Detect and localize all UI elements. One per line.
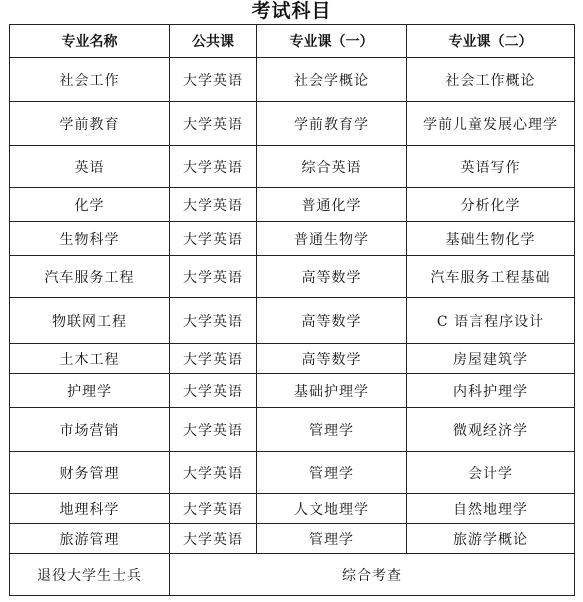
major-course-1-cell: 社会学概论	[257, 58, 407, 102]
header-public-course: 公共课	[170, 25, 257, 58]
major-cell: 英语	[10, 146, 170, 188]
public-course-cell: 大学英语	[170, 524, 257, 554]
table-row	[10, 256, 575, 298]
major-course-1-cell: 普通化学	[257, 188, 407, 222]
page-title: 考试科目	[251, 0, 332, 22]
major-course-2-cell: 内科护理学	[407, 374, 575, 408]
major-course-2-cell: 分析化学	[407, 188, 575, 222]
major-course-2-cell: 基础生物化学	[407, 222, 575, 256]
header-major: 专业名称	[10, 25, 170, 58]
major-cell: 社会工作	[10, 58, 170, 102]
major-course-1-cell: 学前教育学	[257, 102, 407, 146]
major-course-1-cell: 管理学	[257, 524, 407, 554]
major-course-2-cell: 微观经济学	[407, 408, 575, 452]
table-row	[10, 188, 575, 222]
table-row	[10, 102, 575, 146]
major-course-1-cell: 基础护理学	[257, 374, 407, 408]
public-course-cell: 大学英语	[170, 58, 257, 102]
public-course-cell: 大学英语	[170, 408, 257, 452]
table-row	[10, 58, 575, 102]
public-course-cell: 大学英语	[170, 374, 257, 408]
public-course-cell: 大学英语	[170, 188, 257, 222]
major-course-1-cell: 人文地理学	[257, 494, 407, 524]
table-row	[10, 222, 575, 256]
major-course-1-cell: 高等数学	[257, 256, 407, 298]
major-course-2-cell: 会计学	[407, 452, 575, 494]
major-cell: 土木工程	[10, 344, 170, 374]
public-course-cell: 大学英语	[170, 256, 257, 298]
table-row	[10, 344, 575, 374]
major-cell: 生物科学	[10, 222, 170, 256]
public-course-cell: 大学英语	[170, 146, 257, 188]
public-course-cell: 大学英语	[170, 102, 257, 146]
major-cell: 地理科学	[10, 494, 170, 524]
major-course-2-cell: 汽车服务工程基础	[407, 256, 575, 298]
public-course-cell: 大学英语	[170, 344, 257, 374]
major-course-2-cell: 房屋建筑学	[407, 344, 575, 374]
major-course-2-cell: 旅游学概论	[407, 524, 575, 554]
major-cell: 物联网工程	[10, 298, 170, 344]
major-cell: 旅游管理	[10, 524, 170, 554]
exam-subjects-table	[9, 24, 575, 596]
table-row	[10, 298, 575, 344]
table-row	[10, 146, 575, 188]
public-course-cell: 大学英语	[170, 222, 257, 256]
major-cell: 市场营销	[10, 408, 170, 452]
table-row	[10, 524, 575, 554]
major-course-2-cell: 自然地理学	[407, 494, 575, 524]
major-cell: 学前教育	[10, 102, 170, 146]
major-course-2-cell: 学前儿童发展心理学	[407, 102, 575, 146]
table-row	[10, 494, 575, 524]
major-course-2-cell: 英语写作	[407, 146, 575, 188]
public-course-cell: 大学英语	[170, 298, 257, 344]
major-course-1-cell: 高等数学	[257, 344, 407, 374]
major-cell: 汽车服务工程	[10, 256, 170, 298]
table-row	[10, 408, 575, 452]
table-header-row	[10, 25, 575, 58]
table-row-veterans	[10, 554, 575, 596]
major-course-1-cell: 管理学	[257, 452, 407, 494]
header-major-course-1: 专业课（一）	[257, 25, 407, 58]
major-course-1-cell: 高等数学	[257, 298, 407, 344]
major-cell: 退役大学生士兵	[10, 554, 170, 596]
public-course-cell: 大学英语	[170, 494, 257, 524]
major-course-2-cell: C 语言程序设计	[407, 298, 575, 344]
major-course-1-cell: 综合英语	[257, 146, 407, 188]
table-row	[10, 374, 575, 408]
major-course-2-cell: 社会工作概论	[407, 58, 575, 102]
header-major-course-2: 专业课（二）	[407, 25, 575, 58]
major-cell: 护理学	[10, 374, 170, 408]
major-course-1-cell: 普通生物学	[257, 222, 407, 256]
major-course-1-cell: 管理学	[257, 408, 407, 452]
table-row	[10, 452, 575, 494]
comprehensive-assessment-cell: 综合考查	[170, 554, 575, 596]
major-cell: 财务管理	[10, 452, 170, 494]
major-cell: 化学	[10, 188, 170, 222]
public-course-cell: 大学英语	[170, 452, 257, 494]
